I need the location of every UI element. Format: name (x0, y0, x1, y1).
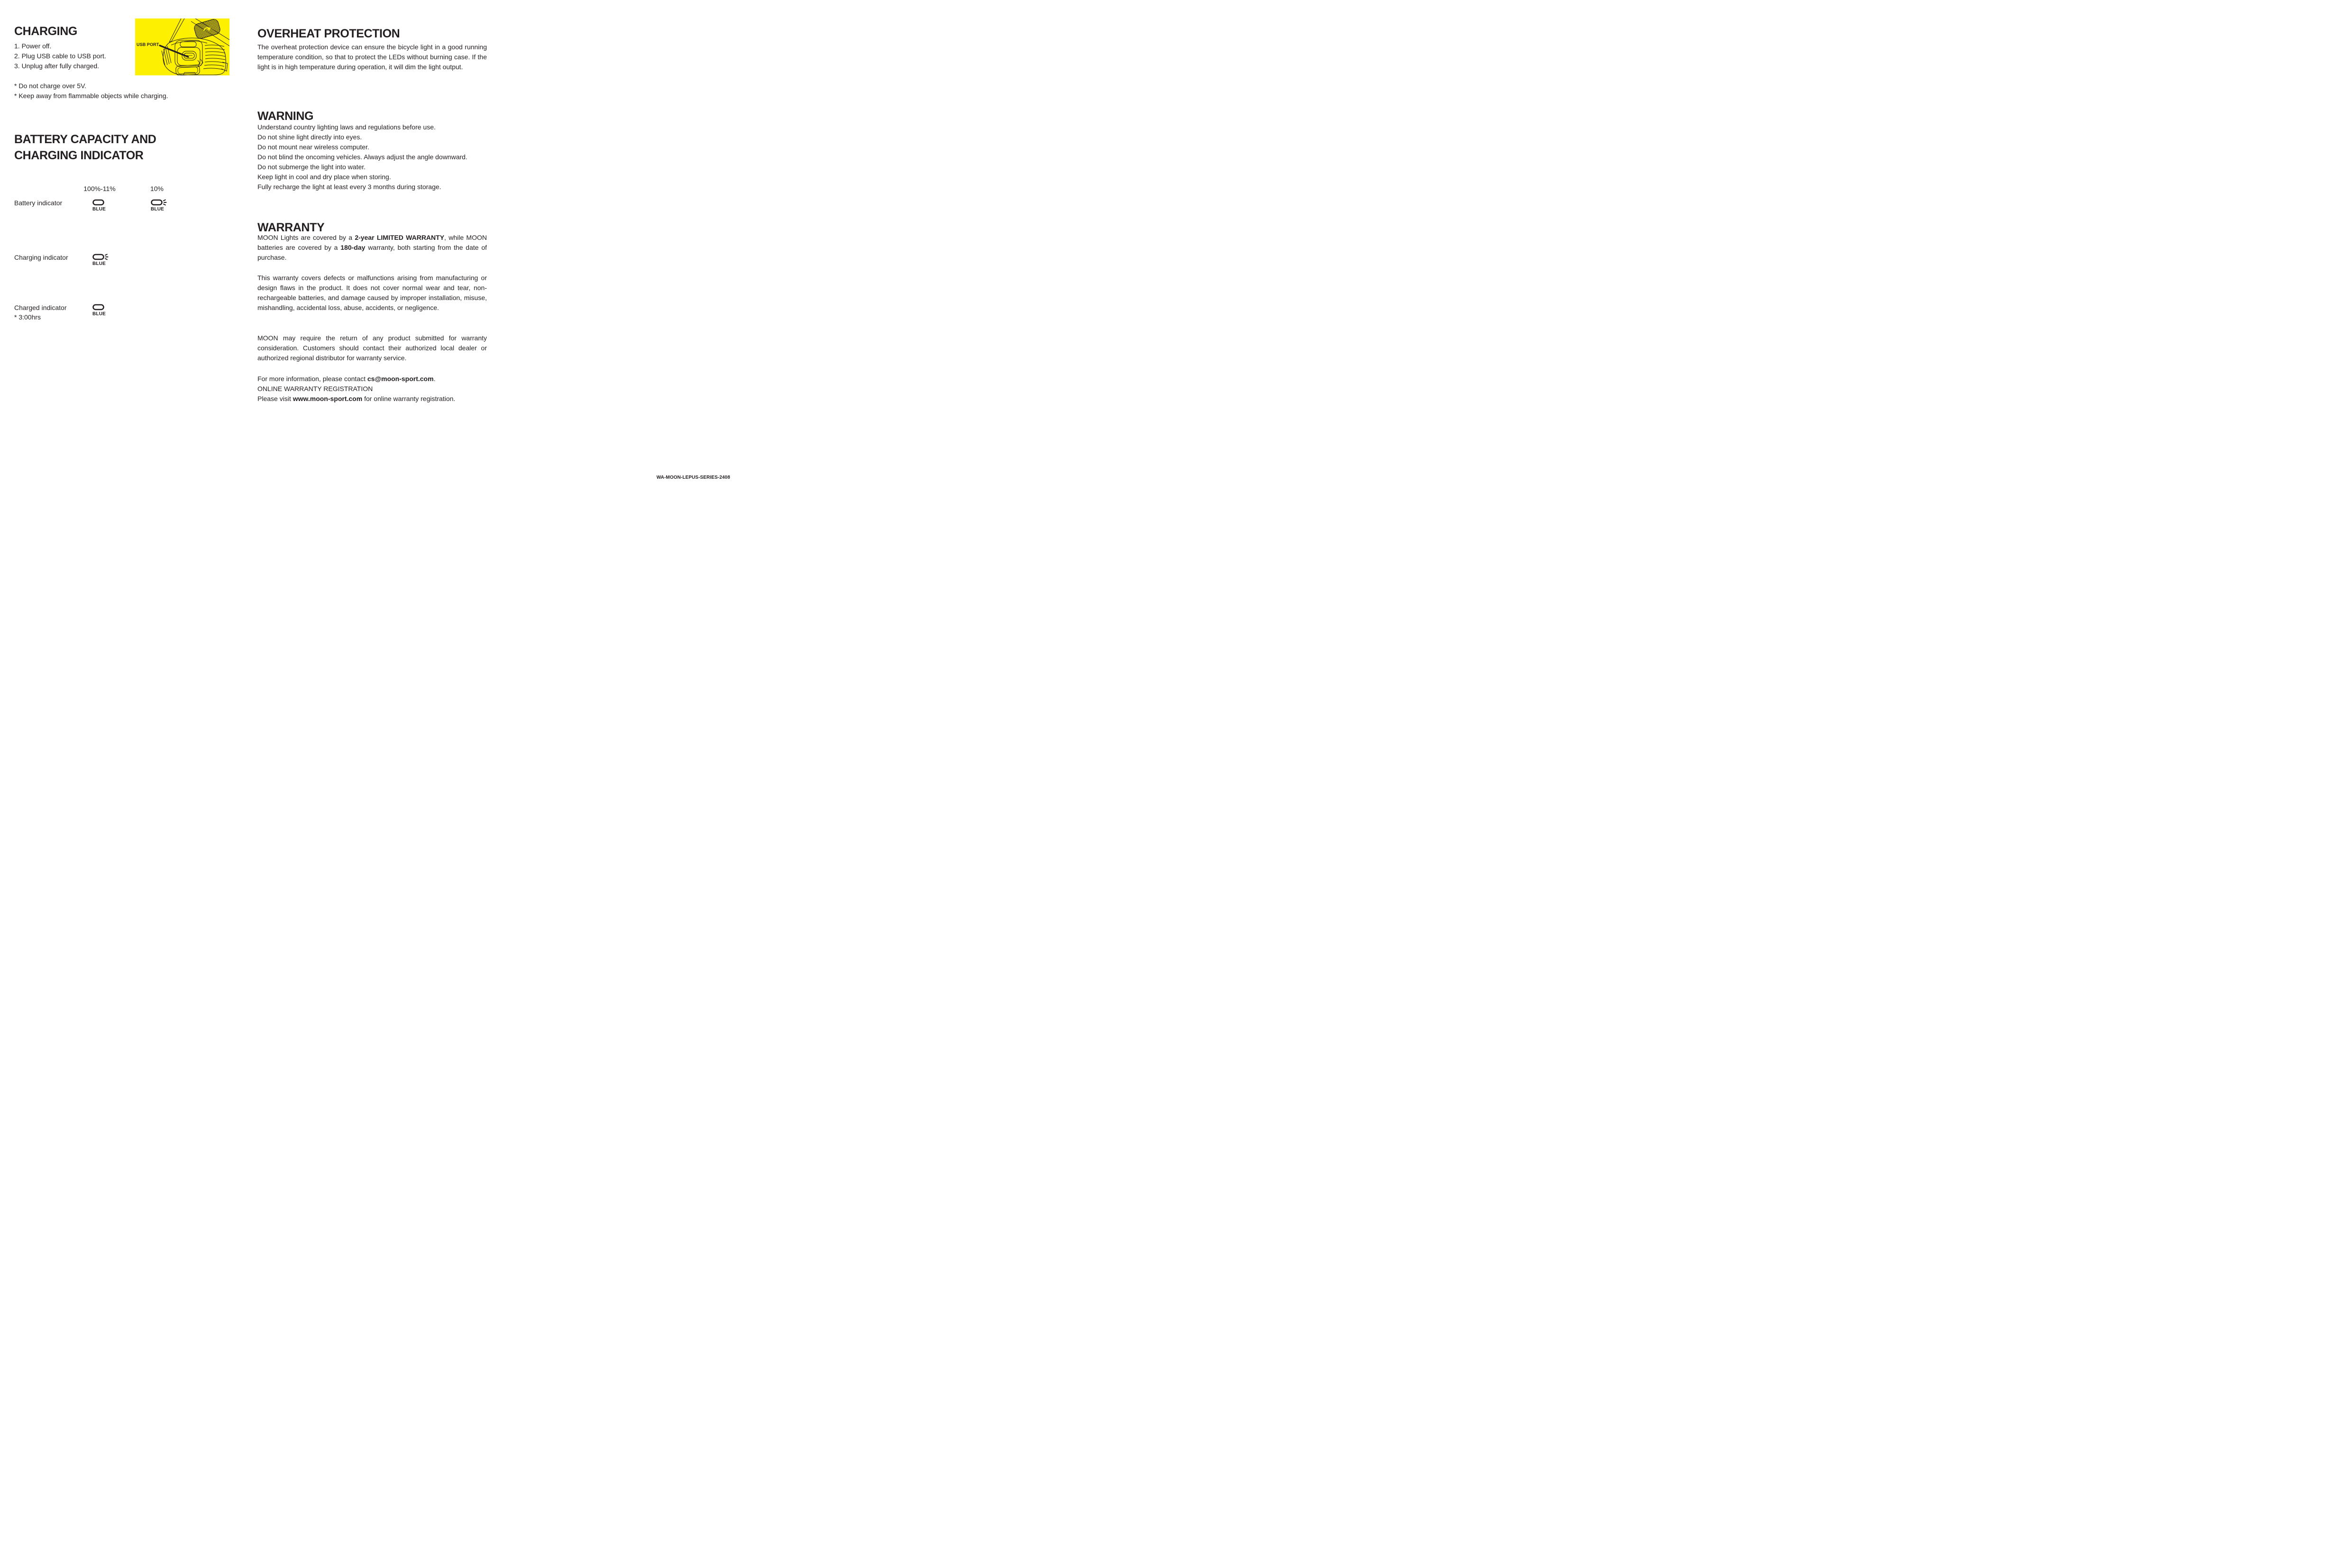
led-indicator-blinking-icon (92, 254, 110, 261)
visit-text: for online warranty registration. (362, 395, 456, 402)
led-color-label: BLUE (92, 311, 106, 317)
warranty-text: MOON Lights are covered by a (257, 234, 355, 241)
manual-page (0, 0, 743, 496)
battery-title-line1: BATTERY CAPACITY AND (14, 132, 156, 146)
warranty-paragraph-return: MOON may require the return of any product submitted for warranty consideration. Customers should contact their authorized local dealer or authorized regional distributor for warranty service. (257, 334, 487, 362)
contact-line (257, 374, 455, 384)
led-indicator-icon (92, 304, 110, 311)
document-code: WA-MOON-LEPUS-SERIES-2408 (656, 475, 730, 480)
charging-step: 1. Power off. (14, 42, 52, 50)
charged-row-label: Charged indicator (14, 304, 67, 311)
warning-line: Understand country lighting laws and regulations before use. (257, 123, 436, 131)
warranty-paragraph-coverage (257, 233, 487, 263)
led-color-label: BLUE (151, 207, 165, 212)
battery-col-header-100-11: 100%-11% (83, 185, 116, 192)
charging-note: * Keep away from flammable objects while charging. (14, 92, 168, 100)
charging-step: 2. Plug USB cable to USB port. (14, 52, 106, 60)
led-color-label: BLUE (92, 261, 106, 266)
battery-title-line2: CHARGING INDICATOR (14, 148, 144, 162)
charged-note: * 3:00hrs (14, 313, 41, 321)
contact-text: . (433, 375, 436, 383)
battery-title (14, 131, 213, 164)
charging-step: 3. Unplug after fully charged. (14, 62, 99, 70)
warning-line: Do not shine light directly into eyes. (257, 133, 362, 141)
bike-light-illustration (135, 18, 229, 75)
warning-title: WARNING (257, 109, 314, 123)
warning-list (257, 122, 467, 192)
charging-note: * Do not charge over 5V. (14, 82, 87, 90)
warning-line: Fully recharge the light at least every 3 months during storage. (257, 183, 441, 191)
usb-port-label: USB PORT (137, 42, 159, 47)
warranty-text: warranty, both starting from the date of purchase. (257, 244, 487, 261)
overheat-title: OVERHEAT PROTECTION (257, 27, 400, 40)
warning-line: Keep light in cool and dry place when storing. (257, 173, 391, 181)
warranty-term-2year: 2-year LIMITED WARRANTY (355, 234, 445, 241)
led-indicator-icon (92, 199, 110, 206)
warranty-contact-block (257, 374, 455, 404)
contact-email: cs@moon-sport.com (367, 375, 434, 383)
usb-port-figure (135, 18, 229, 75)
warning-line: Do not mount near wireless computer. (257, 143, 369, 151)
warning-line: Do not submerge the light into water. (257, 163, 366, 171)
warranty-title: WARRANTY (257, 220, 325, 234)
charging-notes (14, 81, 168, 101)
online-registration-line: ONLINE WARRANTY REGISTRATION (257, 385, 373, 392)
charging-title: CHARGING (14, 24, 77, 38)
contact-text: For more information, please contact (257, 375, 367, 383)
battery-row-label: Battery indicator (14, 199, 63, 207)
website-url: www.moon-sport.com (293, 395, 363, 402)
visit-text: Please visit (257, 395, 293, 402)
charging-row-label: Charging indicator (14, 254, 68, 261)
led-indicator-blinking-icon (151, 199, 168, 206)
battery-col-header-10: 10% (150, 185, 164, 192)
overheat-body: The overheat protection device can ensure the bicycle light in a good running temperature condition, so that to protect the LEDs without burning case. If the light is in high temperature during operation, it will dim the light output. (257, 43, 487, 71)
visit-line (257, 394, 455, 404)
warning-line: Do not blind the oncoming vehicles. Always adjust the angle downward. (257, 153, 467, 161)
charging-steps (14, 41, 106, 71)
warranty-term-180day: 180-day (340, 244, 366, 251)
warranty-paragraph-defects: This warranty covers defects or malfunctions arising from manufacturing or design flaws in the product. It does not cover normal wear and tear, non-rechargeable batteries, and damage caused by improper installation, misuse, mishandling, accidental loss, abuse, accidents, or negligence. (257, 274, 487, 311)
led-color-label: BLUE (92, 207, 106, 212)
warranty-text: , while MOON batteries are covered by a (257, 234, 487, 251)
